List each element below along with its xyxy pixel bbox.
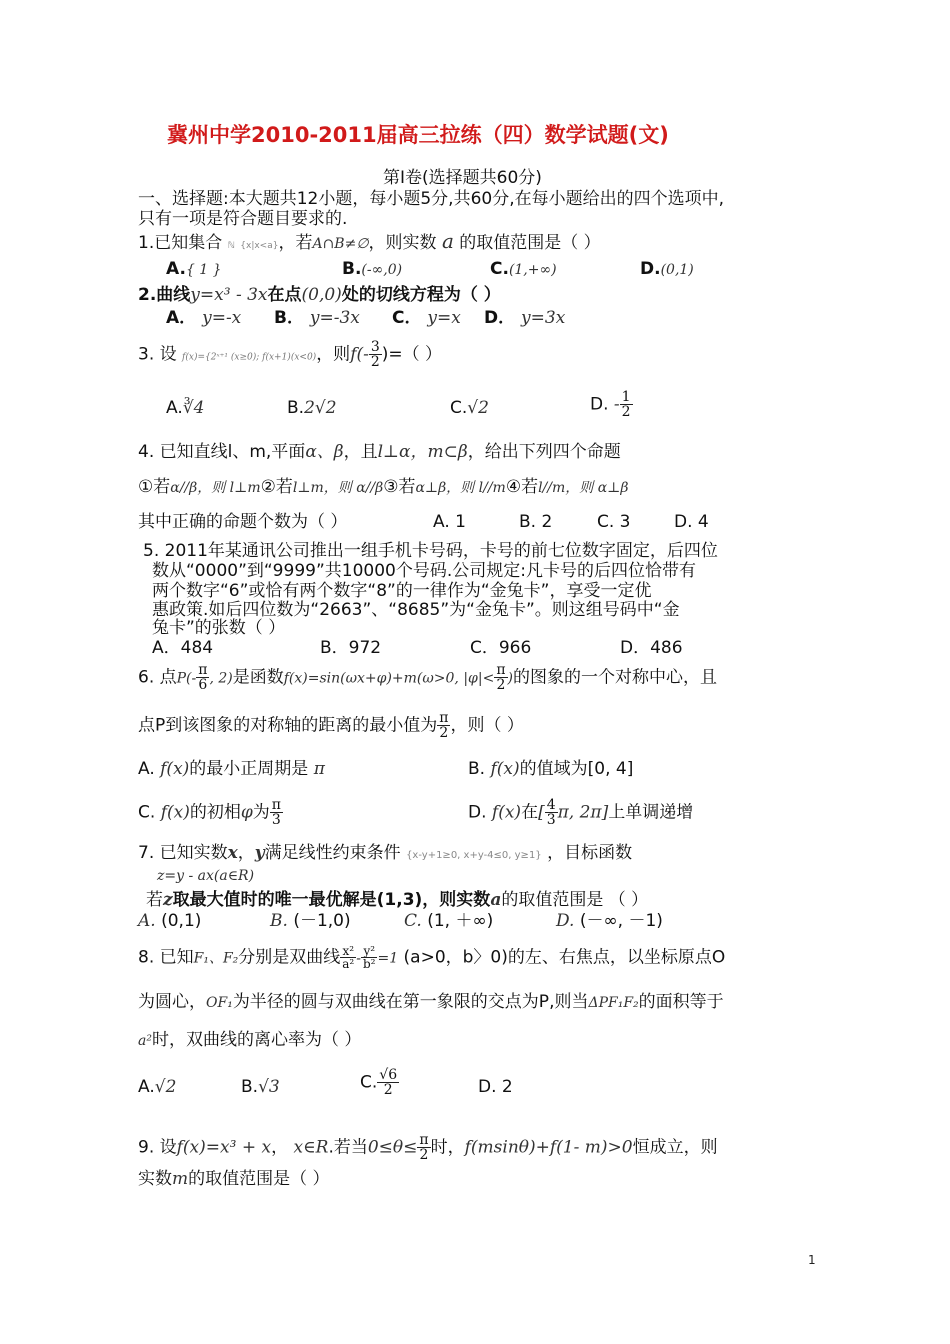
- q1-set-b: {x|x<a}: [240, 241, 279, 251]
- q2-stem: 2.曲线y=x³ - 3x在点(0,0)处的切线方程为（ ）: [138, 285, 501, 305]
- q9-line2: 实数m的取值范围是（ ）: [138, 1169, 330, 1189]
- q4-stem: 4. 已知直线l、m,平面α、β，且l⊥α，m⊂β，给出下列四个命题: [138, 442, 621, 462]
- page-number: 1: [808, 1253, 816, 1267]
- q8-stem: 8. 已知F₁、F₂分别是双曲线 $\frac{\text{x²}}{\text{a²}}$ - $\frac{\text{y²}}{\text{b²}}$ =1 (a>0，b〉0)的左、右焦点，以坐标原点O: [138, 944, 726, 971]
- q2-option-a: A． y=-x: [166, 308, 242, 328]
- q7-line3: 若z取最大值时的唯一最优解是(1,3)，则实数a的取值范围是 （ ）: [146, 890, 649, 910]
- q8-line2: 为圆心，OF₁为半径的圆与双曲线在第一象限的交点为P,则当ΔPF₁F₂的面积等于: [138, 992, 724, 1012]
- q5-line1: 5. 2011年某通讯公司推出一组手机卡号码，卡号的前七位数字固定，后四位: [143, 541, 718, 561]
- q7-stem: 7. 已知实数x，y满足线性约束条件 {x-y+1≥0, x+y-4≤0, y≥1} ，目标函数: [138, 843, 633, 863]
- q9-stem: 9. 设f(x)=x³ + x， x∈R.若当0≤θ≤ $\frac{\pi}{2}$ 时，f(msinθ)+f(1- m)>0恒成立，则: [138, 1132, 718, 1163]
- q1-option-a: A.{ 1 }: [166, 259, 222, 279]
- q3-stem: 3. 设 f(x)={2ˣ⁺¹ (x≥0); f(x+1)(x<0)，则f(- $\frac{3}{2}$ )=（ ）: [138, 339, 443, 370]
- q7-option-d: D. (－∞, －1): [556, 911, 663, 931]
- q5-line5: 兔卡”的张数（ ）: [152, 618, 286, 638]
- q5-option-c: C．966: [470, 638, 532, 658]
- q5-option-a: A．484: [152, 638, 214, 658]
- page-title: 冀州中学2010-2011届高三拉练（四）数学试题(文): [167, 123, 669, 147]
- q8-option-b: B.√3: [241, 1077, 280, 1097]
- q1-condition: A∩B≠∅: [312, 236, 369, 252]
- q3-fraction: $\frac{3}{2}$: [370, 339, 380, 370]
- q4-option-a: A. 1: [433, 512, 466, 532]
- q1-variable: a: [441, 229, 454, 253]
- q4-option-b: B. 2: [519, 512, 553, 532]
- q7-option-c: C. (1, ＋∞): [404, 911, 494, 931]
- q3-option-c: C.√2: [450, 398, 489, 418]
- q3-option-d: D. - $\frac{1}{2}$: [590, 389, 631, 420]
- q1-set-a: ℕ: [227, 241, 235, 251]
- q5-line4: 惠政策.如后四位数为“2663”、“8685”为“金兔卡”。则这组号码中“金: [152, 600, 680, 620]
- q2-option-b: B． y=-3x: [274, 308, 360, 328]
- q6-option-a: A. f(x)的最小正周期是 π: [138, 759, 325, 779]
- q5-option-d: D．486: [620, 638, 683, 658]
- section-header-line2: 只有一项是符合题目要求的.: [138, 209, 348, 229]
- q3-piecewise-function: f(x)={2ˣ⁺¹ (x≥0); f(x+1)(x<0): [182, 352, 317, 363]
- q1-text: 1.已知集合: [138, 233, 223, 253]
- q3-option-a: A.∛4: [166, 398, 205, 418]
- q1-text-d: 的取值范围是（ ）: [459, 233, 601, 253]
- q8-option-a: A.√2: [138, 1077, 177, 1097]
- q6-stem: 6. 点P(- $\frac{\pi}{6}$ , 2)是函数f(x)=sin(ωx+φ)+m(ω>0, |φ|< $\frac{\pi}{2}$ )的图象的一个对称中心，且: [138, 662, 717, 693]
- q7-objective: z=y - ax(a∈R): [157, 868, 255, 884]
- q2-curve: y=x³ - 3x: [190, 285, 268, 305]
- q1-stem: [138, 230, 601, 257]
- q4-option-c: C. 3: [597, 512, 631, 532]
- q6-option-b: B. f(x)的值域为[0, 4]: [468, 759, 634, 779]
- q8-line3: a²时，双曲线的离心率为（ ）: [138, 1030, 362, 1050]
- q4-count-stem: 其中正确的命题个数为（ ）: [138, 512, 348, 532]
- q3-option-b: B.2√2: [287, 398, 337, 418]
- section-header-line1: 一、选择题:本大题共12小题，每小题5分,共60分,在每小题给出的四个选项中,: [138, 189, 725, 209]
- q2-option-c: C． y=x: [392, 308, 461, 328]
- q5-line3: 两个数字“6”或恰有两个数字“8”的一律作为“金兔卡”，享受一定优: [152, 581, 652, 601]
- q6-option-c: C. f(x)的初相φ为 $\frac{\pi}{3}$: [138, 797, 281, 828]
- q8-option-d: D. 2: [478, 1077, 513, 1097]
- q1-text-c: ，则实数: [368, 233, 437, 253]
- q7-constraints: {x-y+1≥0, x+y-4≤0, y≥1}: [406, 850, 542, 861]
- q8-option-c: C. $\frac{√6}{2}$: [360, 1067, 398, 1098]
- q4-propositions: ①若α//β，则 l⊥m②若l⊥m，则 α//β③若α⊥β，则 l//m④若l//m，则 α⊥β: [138, 477, 629, 497]
- q1-option-b: B.(-∞,0): [342, 259, 403, 279]
- q6-option-d: D. f(x)在[ $\frac{4}{3}$ π, 2π]上单调递增: [468, 797, 694, 828]
- q1-text-b: ，若: [278, 233, 313, 253]
- q1-option-c: C.(1,+∞): [490, 259, 557, 279]
- q6-line2: 点P到该图象的对称轴的距离的最小值为 $\frac{\pi}{2}$ ，则（ ）: [138, 710, 524, 741]
- q5-line2: 数从“0000”到“9999”共10000个号码.公司规定:凡卡号的后四位恰带有: [152, 561, 696, 581]
- q2-point: (0,0): [301, 285, 342, 305]
- q7-option-a: A. (0,1): [138, 911, 202, 931]
- q4-option-d: D. 4: [674, 512, 709, 532]
- section-subtitle: 第Ⅰ卷(选择题共60分): [383, 168, 542, 188]
- q7-option-b: B. (－1,0): [270, 911, 351, 931]
- q1-option-d: D.(0,1): [640, 259, 694, 279]
- q5-option-b: B．972: [320, 638, 382, 658]
- q2-option-d: D． y=3x: [484, 308, 566, 328]
